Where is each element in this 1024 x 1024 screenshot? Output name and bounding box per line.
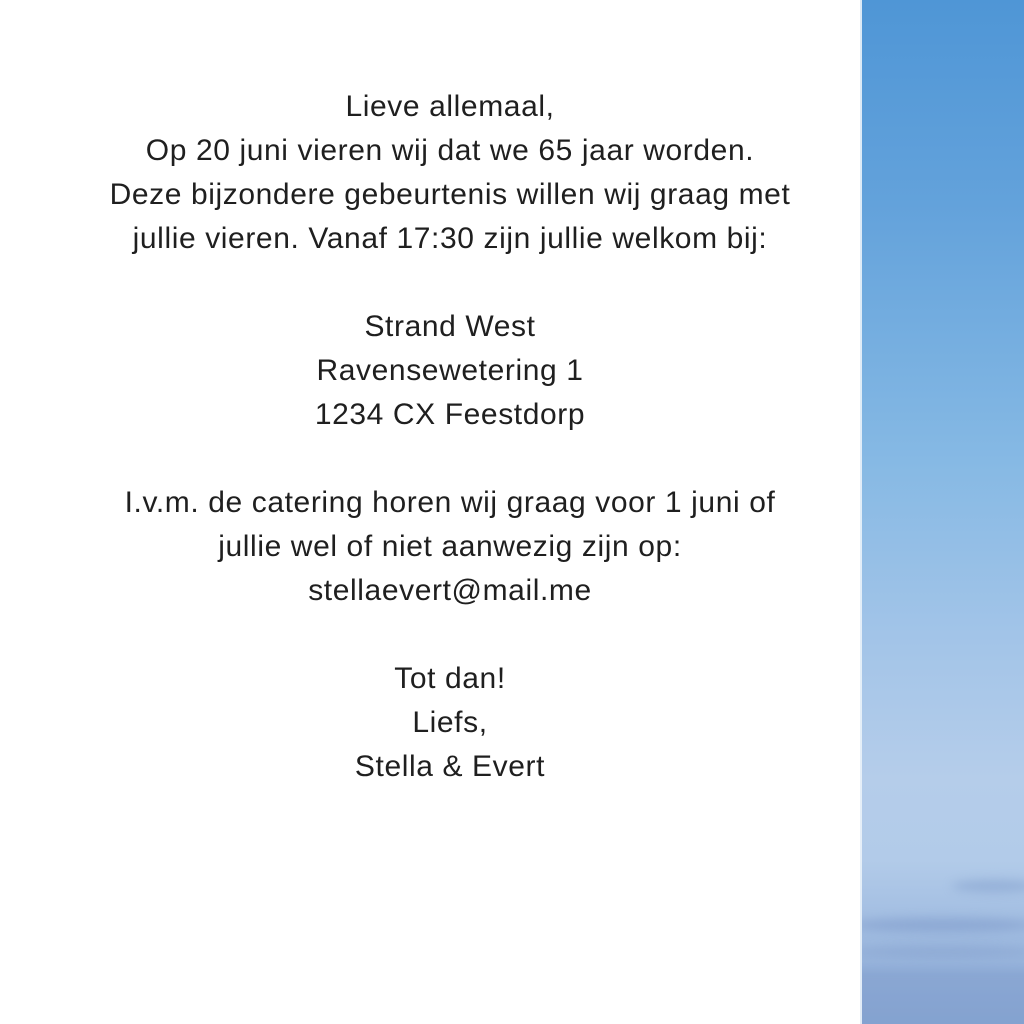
venue-city: 1234 CX Feestdorp <box>314 398 586 431</box>
intro-line-3: jullie vieren. Vanaf 17:30 zijn jullie welkom bij: <box>132 222 768 255</box>
rsvp-paragraph <box>40 481 860 613</box>
rsvp-line-1: I.v.m. de catering horen wij graag voor 1 juni of <box>124 486 776 519</box>
cloud-streak <box>860 968 1024 1024</box>
sky-photo-strip <box>860 0 1024 1024</box>
intro-line-2: Deze bijzondere gebeurtenis willen wij graag met <box>109 178 791 211</box>
rsvp-line-2: jullie wel of niet aanwezig zijn op: <box>218 530 682 563</box>
cloud-streak <box>952 880 1024 892</box>
venue-name: Strand West <box>364 310 536 343</box>
intro-paragraph <box>40 129 860 261</box>
cloud-streak <box>860 946 1024 958</box>
intro-line-1: Op 20 juni vieren wij dat we 65 jaar worden. <box>145 134 755 167</box>
venue-block <box>40 305 860 437</box>
signoff: Liefs, <box>412 706 488 739</box>
cloud-streak <box>860 918 1024 932</box>
signature: Stella & Evert <box>354 750 546 783</box>
salutation: Lieve allemaal, <box>345 90 555 123</box>
closing: Tot dan! <box>394 662 506 695</box>
rsvp-email: stellaevert@mail.me <box>308 574 592 607</box>
invitation-text <box>40 0 860 1024</box>
venue-street: Ravensewetering 1 <box>316 354 584 387</box>
